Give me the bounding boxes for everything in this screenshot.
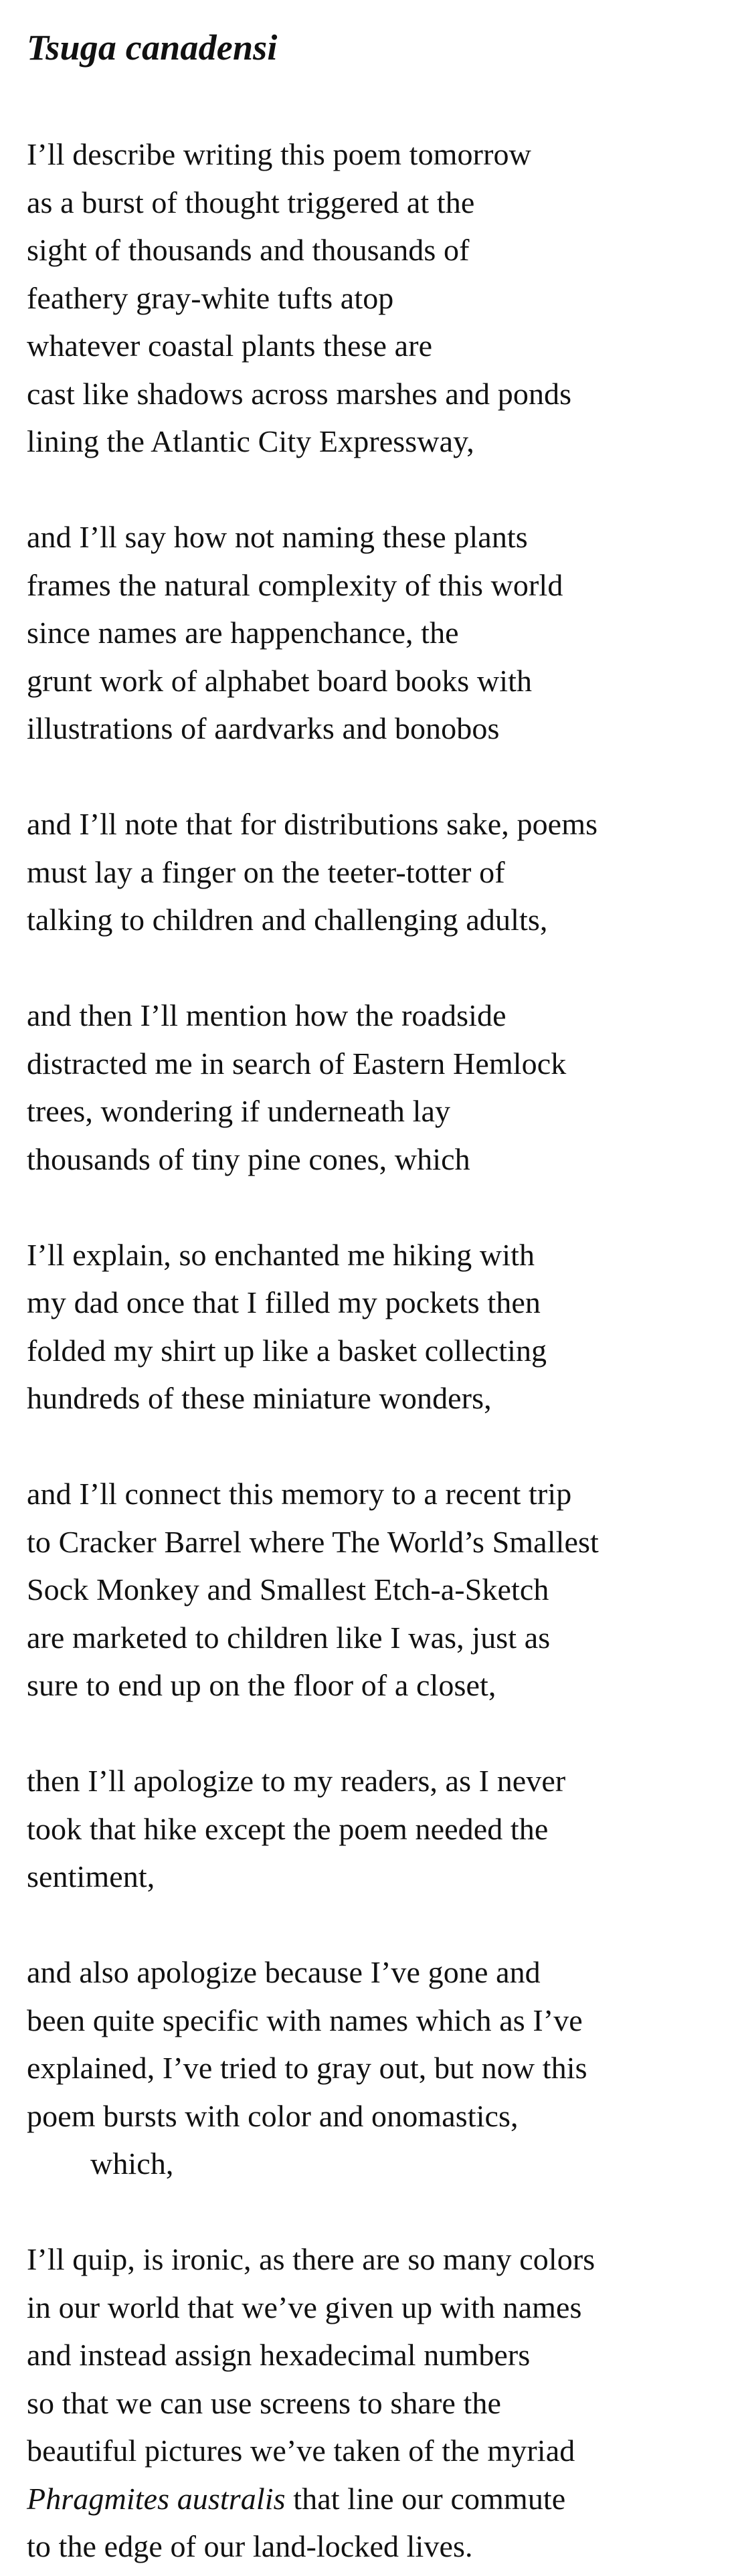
poem-line: whatever coastal plants these are: [27, 329, 433, 363]
poem-line: feathery gray-white tufts atop: [27, 280, 394, 315]
poem-line: hundreds of these miniature wonders,: [27, 1381, 492, 1415]
poem-line: I’ll quip, is ironic, as there are so many colors: [27, 2242, 595, 2276]
poem-line: must lay a finger on the teeter-totter of: [27, 854, 505, 889]
stanza-3: [27, 800, 723, 944]
poem-line: are marketed to children like I was, just as: [27, 1620, 551, 1655]
stanza-2: [27, 513, 723, 753]
poem-title: Tsuga canadensi: [27, 27, 278, 68]
poem-line-mixed: [27, 2475, 723, 2523]
poem-line: then I’ll apologize to my readers, as I never: [27, 1764, 566, 1798]
poem-line: took that hike except the poem needed the: [27, 1811, 549, 1846]
poem-line: talking to children and challenging adults,: [27, 903, 548, 937]
poem-line: and I’ll note that for distributions sake, poems: [27, 807, 598, 841]
poem-line: illustrations of aardvarks and bonobos: [27, 711, 500, 745]
stanza-8: [27, 1948, 723, 2188]
poem-line: poem bursts with color and onomastics,: [27, 2098, 519, 2133]
poem-line: frames the natural complexity of this world: [27, 567, 563, 602]
poem-line: I’ll explain, so enchanted me hiking with: [27, 1237, 535, 1272]
poem-body: [27, 130, 723, 2571]
stanza-9: [27, 2235, 723, 2571]
poem-line: folded my shirt up like a basket collecting: [27, 1333, 547, 1368]
poem-line: so that we can use screens to share the: [27, 2385, 501, 2420]
poem-line: trees, wondering if underneath lay: [27, 1094, 451, 1128]
poem-line: been quite specific with names which as I’ve: [27, 2003, 583, 2037]
stanza-7: [27, 1757, 723, 1901]
poem-line: and also apologize because I’ve gone and: [27, 1955, 541, 1989]
poem-line: I’ll describe writing this poem tomorrow: [27, 137, 531, 171]
poem-line: to Cracker Barrel where The World’s Smallest: [27, 1524, 599, 1559]
poem-line: sentiment,: [27, 1859, 155, 1894]
poem-line-tail: that line our commute: [293, 2481, 566, 2516]
stanza-6: [27, 1470, 723, 1710]
stanza-5: [27, 1231, 723, 1422]
poem-line-indented: which,: [90, 2146, 174, 2181]
poem-line: and then I’ll mention how the roadside: [27, 998, 507, 1032]
poem-line: lining the Atlantic City Expressway,: [27, 424, 474, 458]
poem-line: and I’ll connect this memory to a recent trip: [27, 1477, 572, 1511]
poem-line: sight of thousands and thousands of: [27, 233, 470, 267]
poem-line: sure to end up on the floor of a closet,: [27, 1668, 496, 1702]
stanza-4: [27, 992, 723, 1183]
poem-line: as a burst of thought triggered at the: [27, 185, 475, 219]
poem-line: since names are happenchance, the: [27, 616, 459, 650]
poem-line: thousands of tiny pine cones, which: [27, 1141, 470, 1176]
poem-line: my dad once that I filled my pockets then: [27, 1285, 541, 1319]
poem-line: in our world that we’ve given up with names: [27, 2290, 582, 2324]
poem-line: beautiful pictures we’ve taken of the myriad: [27, 2433, 575, 2468]
poem-line: cast like shadows across marshes and ponds: [27, 376, 572, 411]
poem-line: Sock Monkey and Smallest Etch-a-Sketch: [27, 1572, 549, 1606]
poem-line: distracted me in search of Eastern Hemlock: [27, 1046, 567, 1081]
poem-line: to the edge of our land-locked lives.: [27, 2529, 473, 2563]
species-name-italic: Phragmites australis: [27, 2481, 286, 2516]
stanza-1: [27, 130, 723, 466]
poem-line: and instead assign hexadecimal numbers: [27, 2338, 531, 2372]
poem-line: and I’ll say how not naming these plants: [27, 520, 528, 554]
poem-line: explained, I’ve tried to gray out, but now this: [27, 2051, 587, 2085]
poem-line: grunt work of alphabet board books with: [27, 663, 533, 698]
